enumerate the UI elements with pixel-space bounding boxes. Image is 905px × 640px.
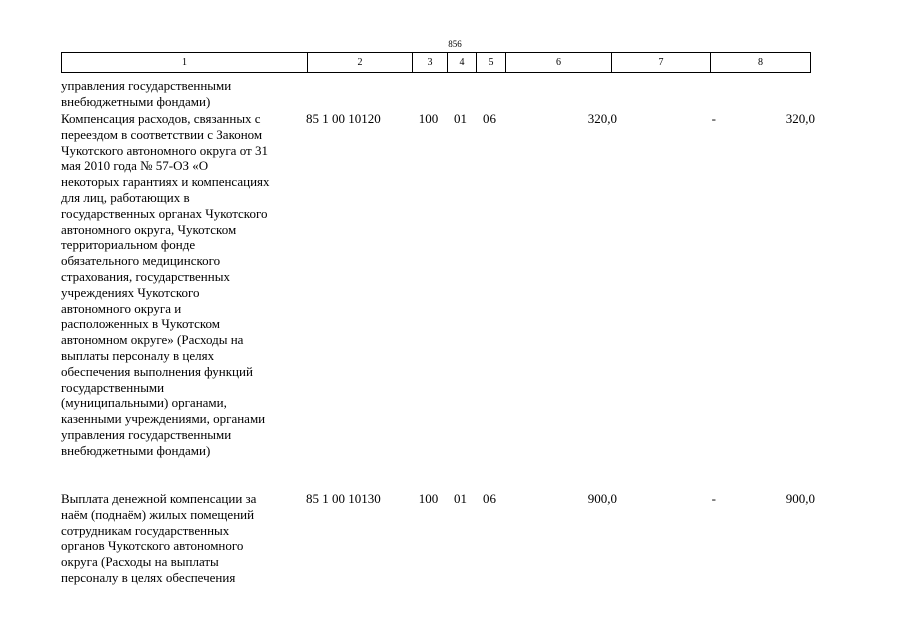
row-sum-total: 900,0 — [587, 491, 617, 506]
row-sum-federal: - — [711, 111, 716, 126]
row-code: 85 1 00 10130 — [306, 491, 381, 506]
header-col-2: 2 — [307, 53, 412, 72]
row-expense-type: 100 — [418, 491, 439, 506]
row-sum-federal: - — [711, 491, 716, 506]
header-col-6: 6 — [505, 53, 611, 72]
row-subsection: 06 — [483, 111, 496, 126]
header-col-1: 1 — [182, 57, 187, 68]
row-sum-regional: 900,0 — [785, 491, 815, 506]
header-col-4: 4 — [447, 53, 476, 72]
row-section: 01 — [454, 491, 467, 506]
page-number: 856 — [448, 39, 462, 49]
row-code: 85 1 00 10120 — [306, 111, 381, 126]
table-header — [61, 52, 811, 73]
row-expense-type: 100 — [418, 111, 439, 126]
row-description: Выплата денежной компенсации за наём (поднаём) жилых помещений сотрудникам государственных органов Чукотского автономного округа (Расходы на выплаты персоналу в целях обеспечения — [61, 491, 257, 585]
header-col-5: 5 — [476, 53, 505, 72]
header-col-3: 3 — [412, 53, 447, 72]
continuation-text: управления государственными внебюджетными фондами) — [61, 78, 232, 109]
row-description: Компенсация расходов, связанных с переездом в соответствии с Законом Чукотского автономного округа от 31 мая 2010 года № 57-ОЗ «О некоторых гарантиях и компенсациях для лиц, работающих в государственных органах Чукотского автономного округа, Чукотском территориальном фонде обязательного медицинского страхования, государственных учреждениях Чукотского автономного округа и расположенных в Чукотском автономном округе» (Расходы на выплаты персоналу в целях обеспечения выполнения функций государственными (муниципальными) органами, казенными учреждениями, органами управления государственными внебюджетными фондами) — [61, 111, 270, 458]
header-col-8: 8 — [710, 53, 810, 72]
row-sum-total: 320,0 — [587, 111, 617, 126]
row-sum-regional: 320,0 — [785, 111, 815, 126]
row-subsection: 06 — [483, 491, 496, 506]
row-section: 01 — [454, 111, 467, 126]
header-col-7: 7 — [611, 53, 710, 72]
